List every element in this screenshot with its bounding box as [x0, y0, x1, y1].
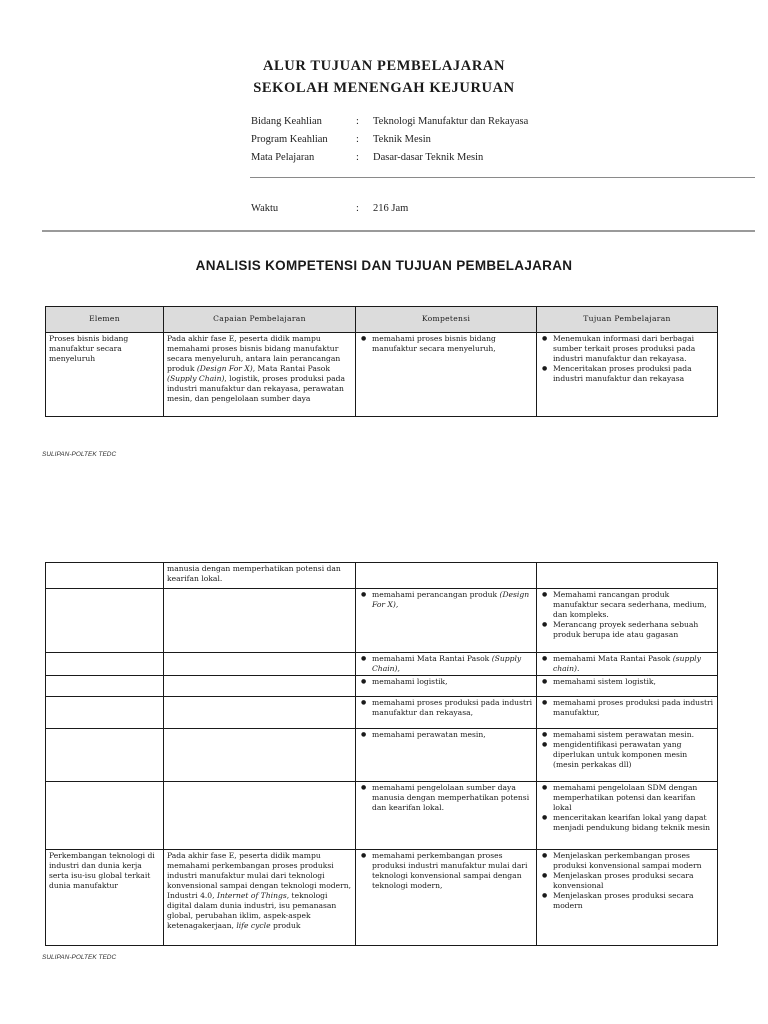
table-row — [46, 653, 718, 676]
divider — [250, 177, 755, 178]
cell-tujuan — [537, 653, 718, 676]
cell-capaian — [164, 729, 356, 782]
competency-table-page2 — [45, 562, 718, 946]
item-em: (supply chain). — [553, 654, 701, 674]
cell-elemen — [46, 563, 164, 589]
list-item — [359, 654, 533, 674]
list-item: ● Menemukan informasi dari berbagai sumber terkait proses produksi pada industri manufaktur dan rekayasa. — [540, 334, 714, 364]
capaian-em: Internet of Things — [216, 891, 287, 901]
list-item: ● Menjelaskan perkembangan proses produksi konvensional sampai modern — [540, 851, 714, 871]
item-em: (Design For X), — [372, 590, 530, 610]
cell-elemen — [46, 653, 164, 676]
info-label-waktu: Waktu — [251, 203, 279, 214]
cell-elemen: Perkembangan teknologi di industri dan dunia kerja serta isu-isu global terkait dunia manufaktur — [46, 850, 164, 946]
header-tujuan: Tujuan Pembelajaran — [537, 307, 718, 333]
header-kompetensi: Kompetensi — [356, 307, 537, 333]
item-em: (Supply Chain), — [372, 654, 522, 674]
info-colon: : — [356, 203, 359, 214]
info-label-bidang: Bidang Keahlian — [251, 116, 322, 127]
table-row — [46, 676, 718, 697]
table-row — [46, 563, 718, 589]
table-row — [46, 333, 718, 417]
cell-tujuan — [537, 850, 718, 946]
list-item: ● memahami pengelolaan SDM dengan memperhatikan potensi dan kearifan lokal — [540, 783, 714, 813]
item-text: memahami perancangan produk — [372, 590, 500, 599]
cell-elemen — [46, 697, 164, 729]
info-value-mapel: Dasar-dasar Teknik Mesin — [373, 152, 484, 163]
header-elemen: Elemen — [46, 307, 164, 333]
item-text: memahami Mata Rantai Pasok — [553, 654, 673, 663]
table-row — [46, 850, 718, 946]
cell-tujuan — [537, 676, 718, 697]
capaian-em: (Design For X) — [196, 364, 253, 374]
cell-capaian — [164, 676, 356, 697]
capaian-text: , Mata Rantai Pasok — [252, 364, 330, 374]
cell-tujuan — [537, 697, 718, 729]
page-footer: SULIPAN-POLTEK TEDC — [42, 451, 117, 458]
cell-kompetensi — [356, 589, 537, 653]
page-footer: SULIPAN-POLTEK TEDC — [42, 954, 117, 961]
cell-tujuan — [537, 729, 718, 782]
cell-tujuan — [537, 589, 718, 653]
cell-kompetensi — [356, 653, 537, 676]
cell-capaian — [164, 589, 356, 653]
cell-kompetensi — [356, 676, 537, 697]
list-item: ● Menjelaskan proses produksi secara konvensional — [540, 871, 714, 891]
cell-elemen — [46, 729, 164, 782]
cell-kompetensi — [356, 697, 537, 729]
capaian-text: , teknologi digital dalam dunia industri, isu pemanasan global, perubahan iklim, aspek-aspek ketenagakerjaan, — [167, 891, 337, 931]
list-item — [540, 654, 714, 674]
info-label-program: Program Keahlian — [251, 134, 328, 145]
list-item: ● memahami sistem perawatan mesin. — [540, 730, 714, 740]
cell-tujuan — [537, 782, 718, 850]
info-value-waktu: 216 Jam — [373, 203, 409, 214]
cell-capaian — [164, 333, 356, 417]
competency-table-page1 — [45, 306, 718, 417]
item-text: memahami Mata Rantai Pasok — [372, 654, 492, 663]
cell-tujuan — [537, 563, 718, 589]
list-item: ● Menjelaskan proses produksi secara modern — [540, 891, 714, 911]
list-item: ● memahami sistem logistik, — [540, 677, 714, 687]
cell-kompetensi — [356, 782, 537, 850]
cell-capaian: manusia dengan memperhatikan potensi dan kearifan lokal. — [164, 563, 356, 589]
capaian-text: , logistik, proses produksi pada industri manufaktur dan rekayasa, perawatan mesin, dan pengelolaan sumber daya — [167, 374, 346, 404]
table-row — [46, 782, 718, 850]
info-colon: : — [356, 116, 359, 127]
list-item: ● mengidentifikasi perawatan yang diperlukan untuk komponen mesin (mesin perkakas dll) — [540, 740, 714, 770]
document-title: ALUR TUJUAN PEMBELAJARAN — [262, 58, 506, 74]
info-label-mapel: Mata Pelajaran — [251, 152, 315, 163]
list-item: ● Merancang proyek sederhana sebuah produk berupa ide atau gagasan — [540, 620, 714, 640]
info-colon: : — [356, 152, 359, 163]
divider — [42, 230, 755, 232]
list-item — [359, 590, 533, 610]
capaian-em: life cycle — [236, 921, 271, 931]
info-value-bidang: Teknologi Manufaktur dan Rekayasa — [373, 116, 529, 127]
cell-tujuan — [537, 333, 718, 417]
header-capaian: Capaian Pembelajaran — [164, 307, 356, 333]
list-item: ● memahami perkembangan proses produksi industri manufaktur mulai dari teknologi konvensional sampai dengan teknologi modern, — [359, 851, 533, 891]
capaian-text: Pada akhir fase E, peserta didik mampu memahami perkembangan proses produksi industri manufaktur mulai dari teknologi konvensional sampai dengan teknologi modern, Industri 4.0, — [167, 851, 352, 901]
document-subtitle: SEKOLAH MENENGAH KEJURUAN — [253, 80, 515, 96]
cell-capaian — [164, 782, 356, 850]
list-item: ● memahami logistik, — [359, 677, 533, 687]
cell-kompetensi — [356, 563, 537, 589]
list-item: ● memahami proses produksi pada industri manufaktur, — [540, 698, 714, 718]
cell-kompetensi — [356, 850, 537, 946]
list-item: ● memahami pengelolaan sumber daya manusia dengan memperhatikan potensi dan kearifan lokal. — [359, 783, 533, 813]
capaian-text: produk — [270, 921, 301, 931]
list-item: ● memahami perawatan mesin, — [359, 730, 533, 740]
list-item: ● Memahami rancangan produk manufaktur secara sederhana, medium, dan kompleks. — [540, 590, 714, 620]
cell-elemen — [46, 589, 164, 653]
list-item: ● Menceritakan proses produksi pada industri manufaktur dan rekayasa — [540, 364, 714, 384]
cell-elemen — [46, 333, 164, 417]
table-row — [46, 589, 718, 653]
info-colon: : — [356, 134, 359, 145]
cell-elemen — [46, 676, 164, 697]
capaian-text: Pada akhir fase E, peserta didik mampu memahami proses bisnis bidang manufaktur secara menyeluruh, antara lain perancangan produk — [167, 334, 341, 374]
table-row — [46, 697, 718, 729]
elemen-text: Proses bisnis bidang manufaktur secara menyeluruh — [49, 334, 129, 364]
cell-capaian — [164, 850, 356, 946]
table-row — [46, 729, 718, 782]
list-item: ● menceritakan kearifan lokal yang dapat menjadi pendukung bidang teknik mesin — [540, 813, 714, 833]
list-item: ● memahami proses produksi pada industri manufaktur dan rekayasa, — [359, 698, 533, 718]
cell-kompetensi — [356, 333, 537, 417]
section-title: ANALISIS KOMPETENSI DAN TUJUAN PEMBELAJARAN — [195, 258, 573, 273]
cell-kompetensi — [356, 729, 537, 782]
list-item: ● memahami proses bisnis bidang manufaktur secara menyeluruh, — [359, 334, 533, 354]
cell-capaian — [164, 697, 356, 729]
cell-elemen — [46, 782, 164, 850]
capaian-em: (Supply Chain) — [167, 374, 225, 384]
info-value-program: Teknik Mesin — [373, 134, 431, 145]
cell-capaian — [164, 653, 356, 676]
